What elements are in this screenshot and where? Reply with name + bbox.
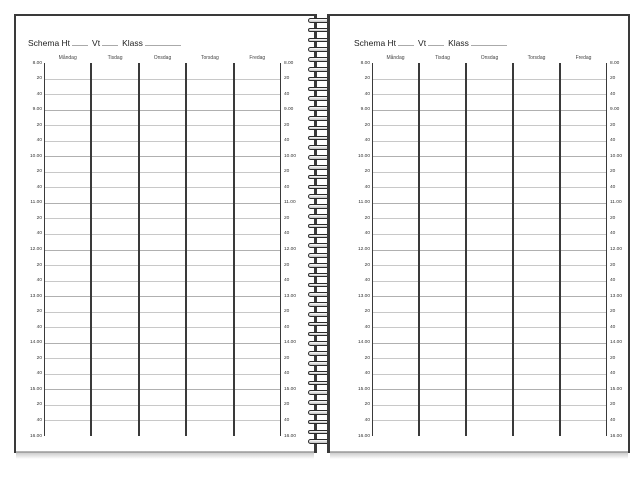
time-label-right: 10.00	[610, 153, 623, 159]
day-header: Måndag	[386, 55, 405, 61]
time-label-right: 16.00	[610, 433, 623, 439]
time-label-left: 20	[364, 309, 370, 315]
time-label-left: 20	[364, 402, 370, 408]
day-column-1[interactable]	[419, 63, 466, 436]
time-label-right: 8.00	[284, 60, 294, 66]
time-label-left: 14.00	[357, 340, 370, 346]
right-page	[327, 14, 630, 453]
time-label-left: 40	[364, 138, 370, 144]
time-label-left: 20	[36, 355, 42, 361]
time-label-left: 40	[364, 324, 370, 330]
day-column-2[interactable]	[139, 63, 186, 436]
klass-label: Klass	[448, 38, 469, 48]
time-label-right: 20	[610, 309, 616, 315]
time-label-right: 20	[284, 215, 290, 221]
time-label-left: 20	[36, 215, 42, 221]
time-label-left: 9.00	[360, 107, 370, 113]
day-header: Torsdag	[527, 55, 546, 61]
day-header: Fredag	[575, 55, 592, 61]
time-label-right: 20	[284, 262, 290, 268]
time-label-right: 40	[284, 184, 290, 190]
time-label-right: 14.00	[610, 340, 623, 346]
time-label-left: 15.00	[357, 386, 370, 392]
time-label-right: 20	[284, 309, 290, 315]
time-label-right: 40	[610, 371, 616, 377]
day-column-3[interactable]	[513, 63, 560, 436]
time-label-left: 12.00	[29, 247, 42, 252]
time-label-left: 16.00	[357, 433, 370, 439]
time-label-right: 11.00	[284, 200, 296, 206]
time-label-left: 10.00	[29, 153, 42, 159]
time-label-right: 20	[284, 355, 290, 361]
time-label-right: 13.00	[610, 293, 623, 299]
time-label-right: 40	[284, 324, 290, 330]
schema-blank[interactable]	[398, 37, 414, 46]
time-label-left: 14.00	[29, 340, 42, 346]
time-label-right: 20	[610, 76, 616, 82]
time-label-left: 20	[364, 122, 370, 128]
time-label-left: 8.00	[360, 60, 370, 66]
day-column-4[interactable]	[560, 63, 607, 436]
time-label-right: 15.00	[284, 386, 297, 392]
vt-label: Vt	[418, 38, 427, 48]
schema-blank[interactable]	[72, 37, 88, 46]
time-label-right: 16.00	[284, 433, 297, 439]
time-label-right: 40	[284, 417, 290, 423]
day-column-0[interactable]	[372, 63, 419, 436]
time-label-right: 20	[610, 355, 616, 361]
time-label-left: 40	[36, 417, 42, 423]
day-column-0[interactable]	[44, 63, 91, 436]
time-label-left: 20	[364, 169, 370, 175]
time-label-left: 9.00	[32, 107, 42, 113]
klass-label: Klass	[122, 38, 143, 48]
time-label-right: 20	[284, 122, 290, 128]
time-label-right: 20	[610, 169, 616, 175]
time-label-left: 40	[36, 231, 42, 237]
time-label-right: 15.00	[610, 386, 623, 392]
day-header: Tisdag	[435, 55, 450, 61]
time-label-left: 16.00	[29, 433, 42, 439]
time-label-left: 13.00	[29, 293, 42, 299]
time-label-left: 40	[364, 417, 370, 423]
time-label-left: 10.00	[357, 153, 370, 159]
time-label-right: 40	[284, 278, 290, 284]
left-page-header	[28, 34, 181, 48]
time-label-right: 12.00	[284, 247, 297, 252]
time-label-right: 13.00	[284, 293, 297, 299]
time-label-right: 40	[284, 91, 290, 97]
time-label-right: 40	[284, 231, 290, 237]
time-label-left: 20	[364, 215, 370, 221]
time-label-right: 20	[610, 215, 616, 221]
time-label-right: 12.00	[610, 247, 623, 252]
time-label-right: 9.00	[610, 107, 620, 113]
time-label-right: 40	[610, 91, 616, 97]
time-label-right: 40	[610, 324, 616, 330]
time-label-right: 10.00	[284, 153, 297, 159]
day-header: Fredag	[249, 55, 266, 61]
time-label-left: 12.00	[357, 247, 370, 252]
day-column-2[interactable]	[466, 63, 513, 436]
vt-blank[interactable]	[428, 37, 444, 46]
time-label-right: 40	[610, 138, 616, 144]
day-column-1[interactable]	[91, 63, 138, 436]
time-label-left: 40	[36, 371, 42, 377]
time-label-right: 40	[284, 371, 290, 377]
klass-blank[interactable]	[471, 37, 507, 46]
time-label-left: 20	[364, 262, 370, 268]
time-label-left: 20	[36, 76, 42, 82]
right-page-header	[354, 34, 507, 48]
time-label-right: 40	[610, 417, 616, 423]
time-label-right: 20	[610, 402, 616, 408]
time-label-right: 20	[610, 262, 616, 268]
schema-label: Schema Ht	[28, 38, 71, 48]
time-label-left: 11.00	[358, 200, 370, 206]
time-label-left: 13.00	[357, 293, 370, 299]
day-header: Onsdag	[480, 55, 499, 61]
time-label-right: 40	[610, 184, 616, 190]
time-label-right: 40	[610, 231, 616, 237]
time-label-left: 40	[364, 184, 370, 190]
vt-label: Vt	[92, 38, 101, 48]
time-label-right: 20	[284, 76, 290, 82]
time-label-left: 20	[364, 355, 370, 361]
day-header: Torsdag	[200, 55, 219, 61]
time-label-left: 20	[364, 76, 370, 82]
time-label-left: 15.00	[29, 386, 42, 392]
day-column-3[interactable]	[186, 63, 233, 436]
time-label-left: 40	[36, 184, 42, 190]
klass-blank[interactable]	[145, 37, 181, 46]
day-header: Måndag	[58, 55, 77, 61]
time-label-left: 20	[36, 309, 42, 315]
time-label-right: 14.00	[284, 340, 297, 346]
time-label-right: 9.00	[284, 107, 294, 113]
time-label-right: 11.00	[610, 200, 622, 206]
time-label-right: 40	[284, 138, 290, 144]
time-label-left: 40	[36, 278, 42, 284]
day-header: Onsdag	[153, 55, 172, 61]
time-label-left: 20	[36, 402, 42, 408]
time-label-left: 40	[364, 278, 370, 284]
time-label-left: 40	[36, 91, 42, 97]
time-label-right: 20	[284, 169, 290, 175]
time-label-left: 20	[36, 262, 42, 268]
time-label-left: 8.00	[32, 60, 42, 66]
day-header: Tisdag	[107, 55, 123, 61]
left-page	[14, 14, 317, 453]
time-label-right: 20	[284, 402, 290, 408]
time-label-left: 40	[364, 91, 370, 97]
vt-blank[interactable]	[102, 37, 118, 46]
time-label-left: 40	[36, 324, 42, 330]
schema-label: Schema Ht	[354, 38, 397, 48]
time-label-left: 11.00	[30, 200, 42, 206]
time-label-left: 20	[36, 169, 42, 175]
time-label-left: 40	[36, 138, 42, 144]
time-label-right: 20	[610, 122, 616, 128]
time-label-right: 8.00	[610, 60, 620, 66]
time-label-left: 40	[364, 371, 370, 377]
time-label-left: 40	[364, 231, 370, 237]
time-label-right: 40	[610, 278, 616, 284]
day-column-4[interactable]	[234, 63, 281, 436]
time-label-left: 20	[36, 122, 42, 128]
